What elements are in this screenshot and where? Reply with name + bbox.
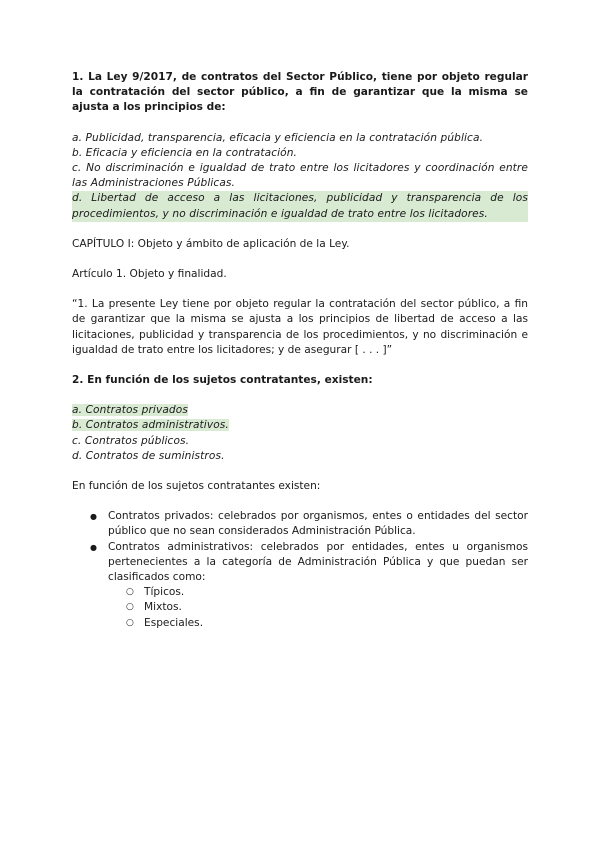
list-item xyxy=(108,540,528,631)
q1-option-a: a. Publicidad, transparencia, eficacia y eficiencia en la contratación pública. xyxy=(72,131,484,144)
q1-option-d-correct: d. Libertad de acceso a las licitaciones, publicidad y transparencia de los procedimientos, y no discriminación e igualdad de trato entre los licitadores. xyxy=(72,191,528,221)
explanation-intro: En función de los sujetos contratantes existen: xyxy=(72,480,321,493)
q2-option-b-correct xyxy=(72,418,528,433)
sub-list-item: ○ Especiales. xyxy=(144,616,528,631)
article-heading: Artículo 1. Objeto y finalidad. xyxy=(72,268,227,281)
document-page xyxy=(72,70,528,631)
list-item xyxy=(108,509,528,539)
question-1-options xyxy=(72,131,528,222)
explanation-list xyxy=(72,509,528,631)
q2-option-a-correct xyxy=(72,403,528,418)
law-quote: “1. La presente Ley tiene por objeto regular la contratación del sector público, a fin de garantizar que la misma se ajusta a los principios de libertad de acceso a las licitaciones, publicidad y transparencia de los procedimientos, y no discriminación e igualdad de trato entre los licitadores; y de asegurar [ . . . ]” xyxy=(72,298,528,356)
sub-list-item: ○ Típicos. xyxy=(144,585,528,600)
q2-option-a-text: a. Contratos privados xyxy=(72,404,188,417)
q2-option-c: c. Contratos públicos. xyxy=(72,434,190,447)
question-1-title: 1. La Ley 9/2017, de contratos del Sector Público, tiene por objeto regular la contratación del sector público, a fin de garantizar que la misma se ajusta a los principios de: xyxy=(72,71,528,114)
q2-option-b-text: b. Contratos administrativos. xyxy=(72,419,229,432)
chapter-heading: CAPÍTULO I: Objeto y ámbito de aplicación de la Ley. xyxy=(72,237,350,250)
sub-list-item: ○ Mixtos. xyxy=(144,600,528,615)
question-2-title: 2. En función de los sujetos contratantes, existen: xyxy=(72,374,373,387)
sub-list xyxy=(108,585,528,631)
question-2-options xyxy=(72,403,528,464)
bullet-admin-contracts: Contratos administrativos: celebrados por entidades, entes u organismos pertenecientes a la categoría de Administración Pública y que puedan ser clasificados como: xyxy=(108,540,528,584)
q1-option-b: b. Eficacia y eficiencia en la contratación. xyxy=(72,146,298,159)
q2-option-d: d. Contratos de suministros. xyxy=(72,449,225,462)
bullet-private-contracts: Contratos privados: celebrados por organismos, entes o entidades del sector público que no sean considerados Administración Pública. xyxy=(108,510,528,538)
q1-option-c: c. No discriminación e igualdad de trato entre los licitadores y coordinación entre las Administraciones Públicas. xyxy=(72,162,528,190)
